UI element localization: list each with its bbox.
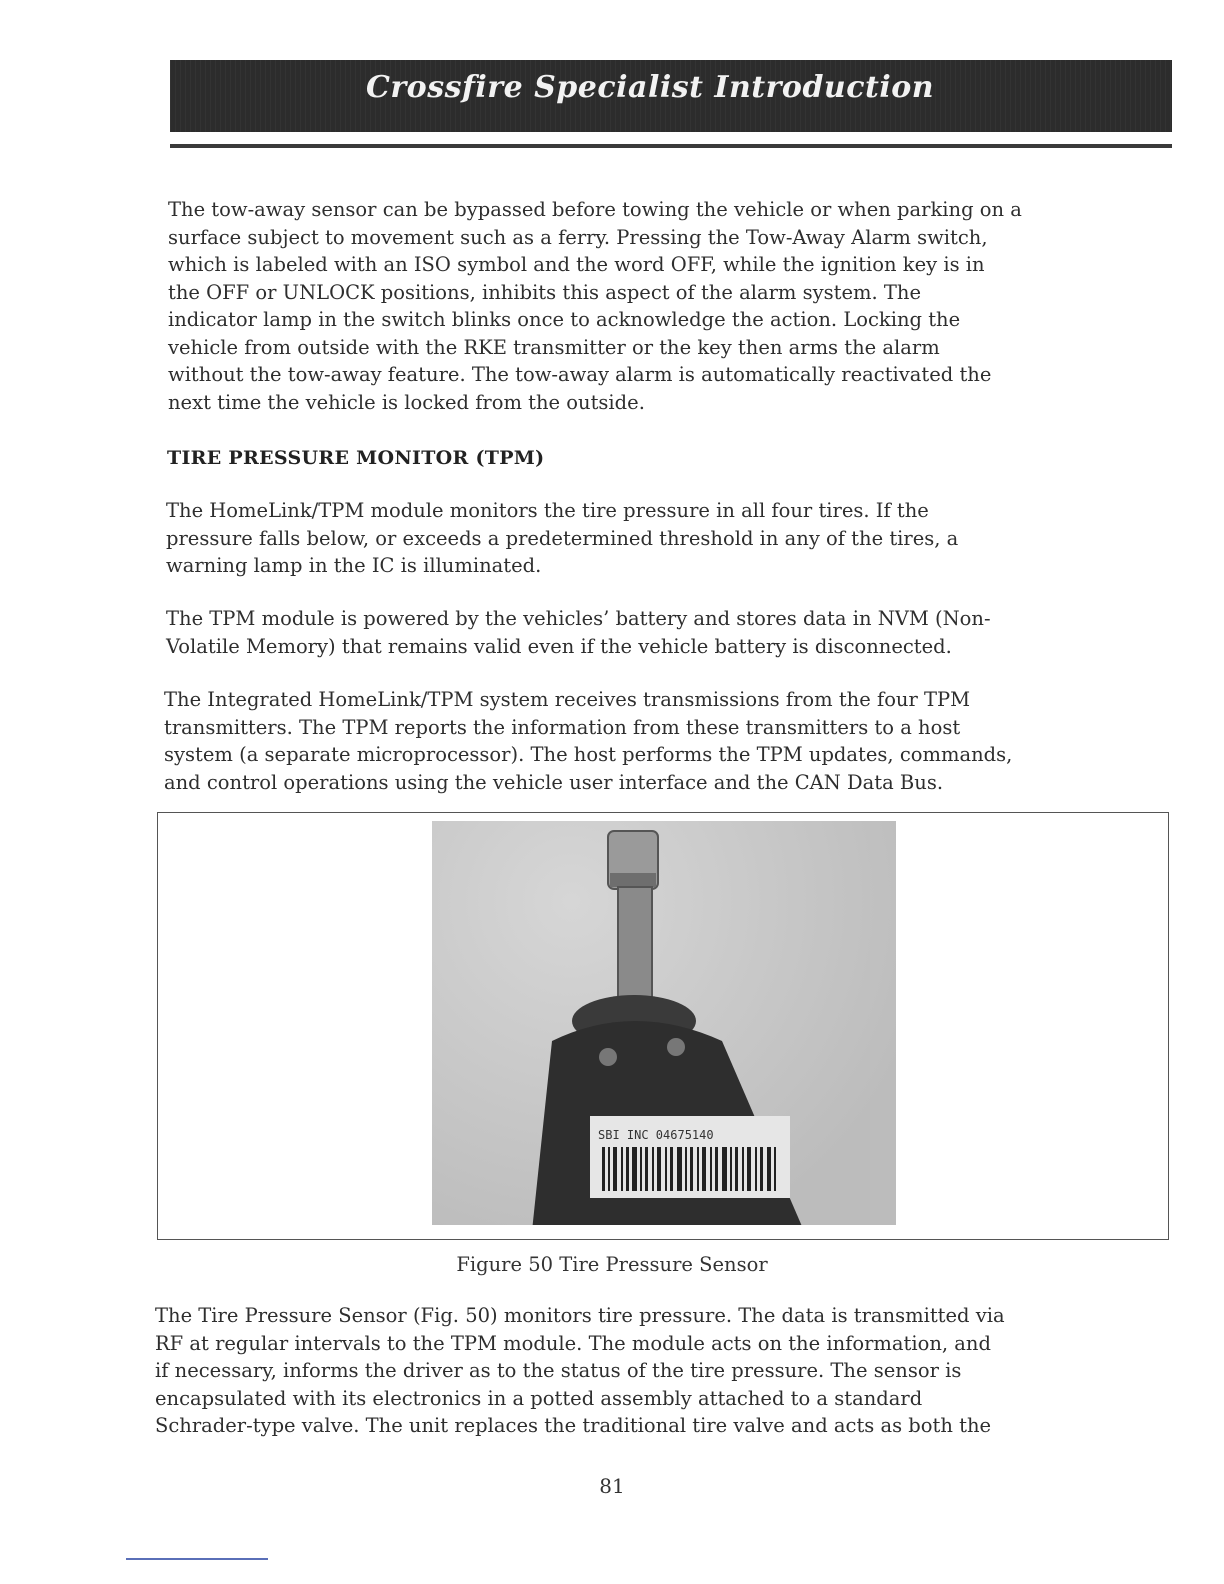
header-divider bbox=[170, 144, 1172, 148]
footer-line bbox=[126, 1558, 268, 1560]
screw-left bbox=[599, 1048, 617, 1066]
paragraph-tire-pressure-sensor: The Tire Pressure Sensor (Fig. 50) monitors tire pressure. The data is transmitted via RF at regular intervals to the TPM module. The module acts on the information, and if necessary, informs the driver as to the status of the tire pressure. The sensor is encapsulated with its electronics in a potted assembly attached to a standard Schrader-type valve. The unit replaces the traditional tire valve and acts as both the bbox=[155, 1304, 1005, 1437]
paragraph-tpm-system: The Integrated HomeLink/TPM system receives transmissions from the four TPM transmitters. The TPM reports the information from these transmitters to a host system (a separate microprocessor). The host performs the TPM updates, commands, and control operations using the vehicle user interface and the CAN Data Bus. bbox=[164, 688, 1013, 794]
page-title: Crossfire Specialist Introduction bbox=[366, 70, 935, 105]
header-banner bbox=[170, 60, 1172, 132]
paragraph-tow-away: The tow-away sensor can be bypassed before towing the vehicle or when parking on a surface subject to movement such as a ferry. Pressing the Tow-Away Alarm switch, which is labeled with an ISO symbol and the word OFF, while the ignition key is in the OFF or UNLOCK positions, inhibits this aspect of the alarm system. The indicator lamp in the switch blinks once to acknowledge the action. Locking the vehicle from outside with the RKE transmitter or the key then arms the alarm without the tow-away feature. The tow-away alarm is automatically reactivated the next time the vehicle is locked from the outside. bbox=[168, 198, 1022, 414]
paragraph-tpm-power: The TPM module is powered by the vehicles’ battery and stores data in NVM (Non- Volatile Memory) that remains valid even if the vehicle battery is disconnected. bbox=[166, 607, 991, 658]
section-heading-tpm: TIRE PRESSURE MONITOR (TPM) bbox=[167, 447, 545, 469]
figure-caption: Figure 50 Tire Pressure Sensor bbox=[456, 1253, 768, 1276]
barcode-label-text: SBI INC 04675140 bbox=[598, 1128, 714, 1142]
tire-pressure-sensor-photo bbox=[432, 821, 896, 1225]
figure-frame bbox=[157, 812, 1169, 1240]
page-number: 81 bbox=[599, 1474, 625, 1498]
paragraph-tpm-monitor: The HomeLink/TPM module monitors the tire pressure in all four tires. If the pressure falls below, or exceeds a predetermined threshold in any of the tires, a warning lamp in the IC is illuminated. bbox=[166, 499, 959, 577]
sensor-illustration bbox=[432, 821, 896, 1225]
valve-cap-ring bbox=[610, 873, 656, 887]
screw-right bbox=[667, 1038, 685, 1056]
